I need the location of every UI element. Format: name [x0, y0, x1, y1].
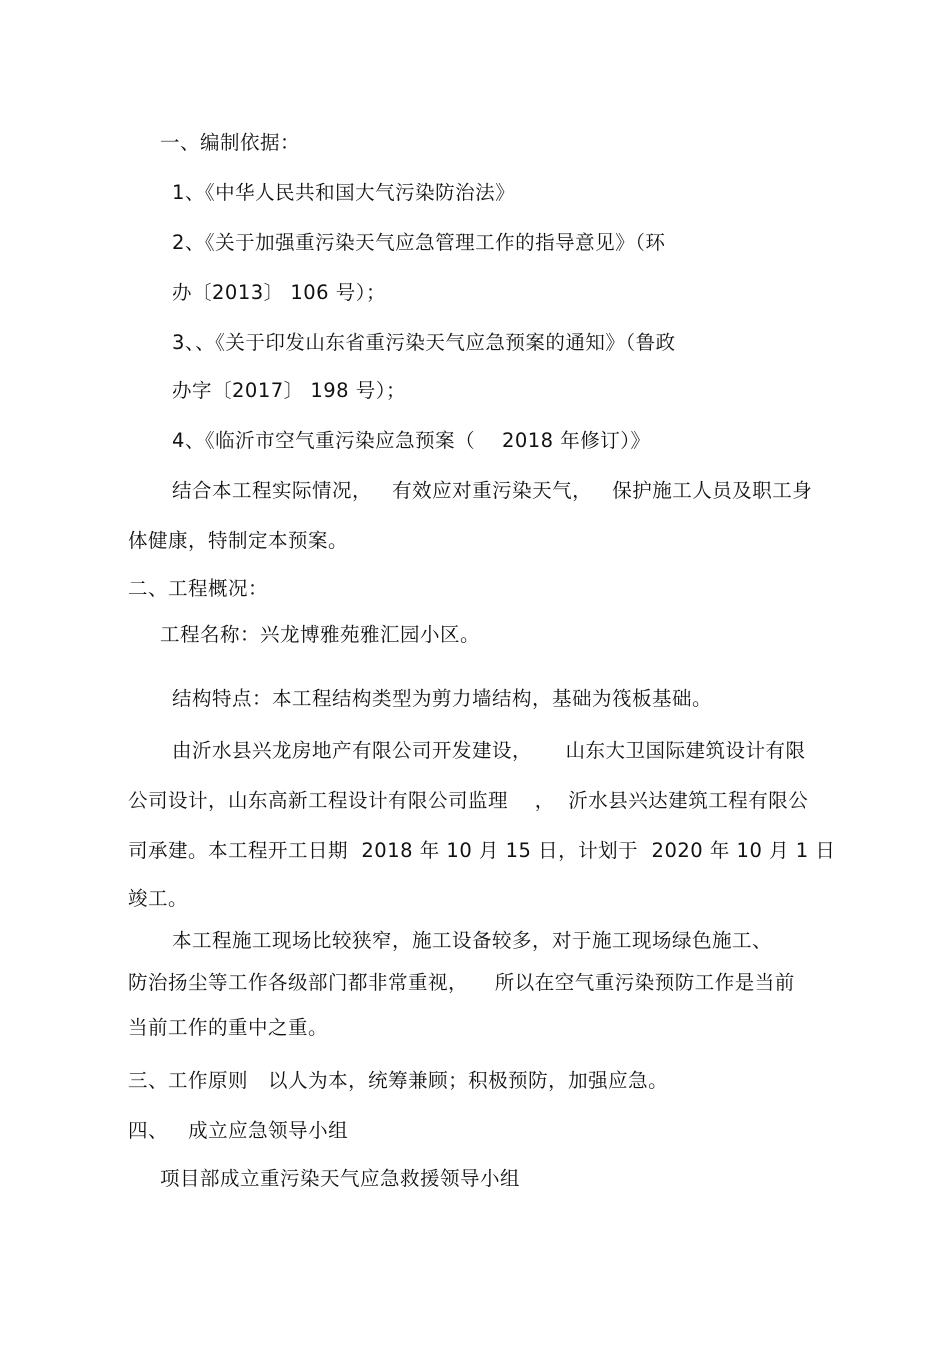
section-heading-basis: 一、编制依据： [160, 131, 301, 154]
section-heading-overview: 二、工程概况： [128, 577, 269, 600]
basis-item-3-line-2: 办字〔2017〕 198 号）； [172, 379, 406, 402]
overview-paragraph-2-line-2: 防治扬尘等工作各级部门都非常重视， 所以在空气重污染预防工作是当前 [128, 971, 795, 994]
overview-paragraph-1-line-4: 竣工。 [128, 887, 189, 910]
basis-item-2-line-1: 2、《关于加强重污染天气应急管理工作的指导意见》（环 [172, 231, 666, 254]
overview-paragraph-2-line-3: 当前工作的重中之重。 [128, 1016, 329, 1039]
structure-features: 结构特点：本工程结构类型为剪力墙结构，基础为筏板基础。 [172, 687, 713, 710]
basis-paragraph-line-2: 体健康，特制定本预案。 [128, 529, 349, 552]
basis-item-1: 1、《中华人民共和国大气污染防治法》 [172, 181, 516, 204]
overview-paragraph-2-line-1: 本工程施工现场比较狭窄，施工设备较多，对于施工现场绿色施工、 [172, 929, 773, 952]
basis-item-2-line-2: 办〔2013〕 106 号）； [172, 281, 386, 304]
overview-paragraph-1-line-3: 司承建。本工程开工日期 2018 年 10 月 15 日，计划于 2020 年 10 月 1 日 [128, 839, 836, 862]
basis-item-4: 4、《临沂市空气重污染应急预案（ 2018 年修订）》 [172, 429, 651, 452]
leadership-paragraph: 项目部成立重污染天气应急救援领导小组 [160, 1167, 521, 1190]
basis-paragraph-line-1: 结合本工程实际情况， 有效应对重污染天气， 保护施工人员及职工身 [172, 479, 813, 502]
section-heading-leadership: 四、 成立应急领导小组 [128, 1119, 349, 1142]
overview-paragraph-1-line-2: 公司设计，山东高新工程设计有限公司监理 ， 沂水县兴达建筑工程有限公 [128, 789, 809, 812]
overview-paragraph-1-line-1: 由沂水县兴龙房地产有限公司开发建设， 山东大卫国际建筑设计有限 [172, 739, 806, 762]
project-name: 工程名称：兴龙博雅苑雅汇园小区。 [160, 623, 481, 646]
section-heading-principles: 三、工作原则 以人为本，统筹兼顾；积极预防，加强应急。 [128, 1069, 669, 1092]
basis-item-3-line-1: 3、、《关于印发山东省重污染天气应急预案的通知》（鲁政 [172, 331, 676, 354]
